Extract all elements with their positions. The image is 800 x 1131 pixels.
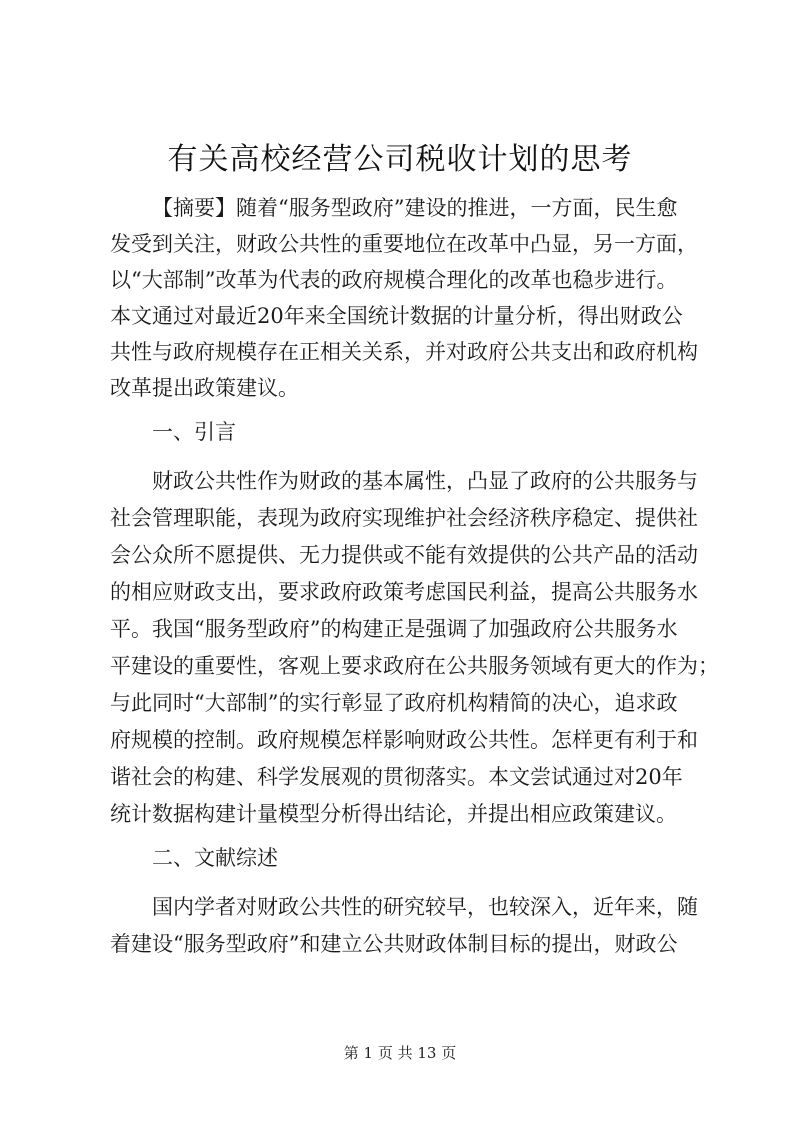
section-heading-introduction: 一、引言 xyxy=(152,420,236,444)
intro-line-4: 的相应财政支出，要求政府政策考虑国民利益，提高公共服务水 xyxy=(110,580,698,604)
abstract-line-1: 【摘要】随着“服务型政府”建设的推进，一方面，民生愈 xyxy=(152,196,678,220)
intro-line-7: 与此同时“大部制”的实行彰显了政府机构精简的决心，追求政 xyxy=(110,691,678,715)
intro-line-3: 会公众所不愿提供、无力提供或不能有效提供的公共产品的活动 xyxy=(110,543,698,567)
document-title: 有关高校经营公司税收计划的思考 xyxy=(167,142,633,177)
intro-line-5: 平。我国“服务型政府”的构建正是强调了加强政府公共服务水 xyxy=(110,617,678,641)
intro-line-1: 财政公共性作为财政的基本属性，凸显了政府的公共服务与 xyxy=(152,469,698,493)
abstract-line-5: 共性与政府规模存在正相关关系，并对政府公共支出和政府机构 xyxy=(110,340,698,364)
intro-line-6: 平建设的重要性，客观上要求政府在公共服务领域有更大的作为； xyxy=(110,654,719,678)
abstract-line-4: 本文通过对最近20年来全国统计数据的计量分析，得出财政公 xyxy=(110,304,683,328)
intro-line-8: 府规模的控制。政府规模怎样影响财政公共性。怎样更有利于和 xyxy=(110,728,698,752)
intro-line-2: 社会管理职能，表现为政府实现维护社会经济秩序稳定、提供社 xyxy=(110,506,698,530)
abstract-line-3: 以“大部制”改革为代表的政府规模合理化的改革也稳步进行。 xyxy=(110,268,678,292)
intro-line-9: 谐社会的构建、科学发展观的贯彻落实。本文尝试通过对20年 xyxy=(110,765,683,789)
review-line-2: 着建设“服务型政府”和建立公共财政体制目标的提出，财政公 xyxy=(110,932,678,956)
page-number-footer: 第 1 页 共 13 页 xyxy=(343,1044,457,1062)
abstract-line-6: 改革提出政策建议。 xyxy=(110,376,299,400)
intro-line-10: 统计数据构建计量模型分析得出结论，并提出相应政策建议。 xyxy=(110,802,677,826)
section-heading-literature-review: 二、文献综述 xyxy=(152,846,278,870)
review-line-1: 国内学者对财政公共性的研究较早，也较深入，近年来，随 xyxy=(152,895,698,919)
abstract-line-2: 发受到关注，财政公共性的重要地位在改革中凸显，另一方面， xyxy=(110,232,698,256)
